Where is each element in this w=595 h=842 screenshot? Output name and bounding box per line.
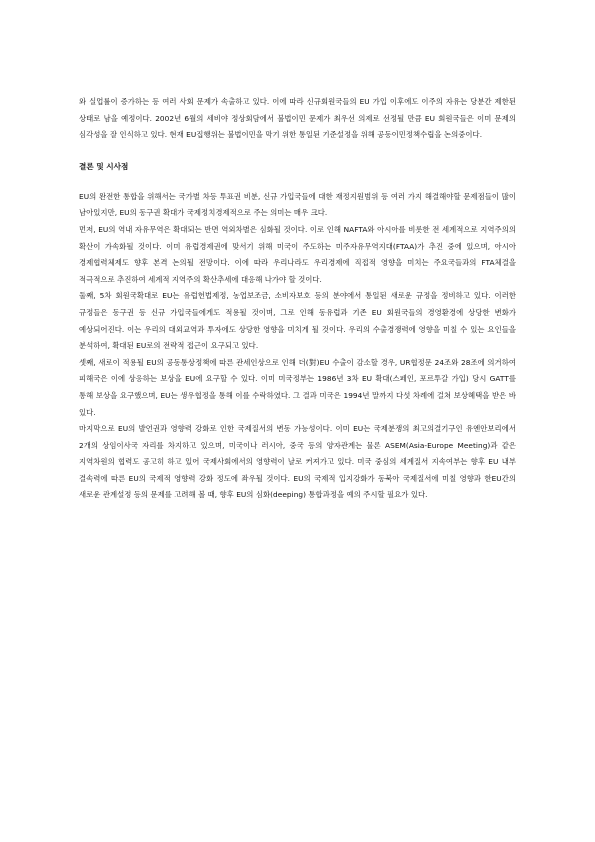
conclusion-section	[79, 189, 516, 504]
intro-paragraph: 와 실업률이 증가하는 등 여러 사회 문제가 속출하고 있다. 이에 따라 신규회원국들의 EU 가입 이후에도 이주의 자유는 당분간 제한된 상태로 남을 예정이다. 2002년 6월의 세비야 정상회담에서 불법이민 문제가 최우선 의제로 선정될 만큼 EU 회원국들은 이미 문제의 심각성을 잘 인식하고 있다. 현재 EU집행위는 불법이민을 막기 위한 통일된 기준설정을 위해 공동이민정책수립을 논의중이다.	[79, 97, 516, 140]
document-page	[79, 94, 516, 504]
paragraph-overview: EU의 완전한 통합을 위해서는 국가별 차등 투표권 비분, 신규 가입국들에 대한 재정지원범위 등 여러 가지 해결해야할 문제점들이 많이 남아있지만, EU의 동구권 확대가 국제정치경제적으로 주는 의미는 매우 크다.	[79, 191, 516, 218]
paragraph-second: 둘째, 5차 회원국확대로 EU는 유럽헌법제정, 농업보조금, 소비자보호 등의 분야에서 통일된 새로운 규정을 정비하고 있다. 이러한 규정들은 동구권 등 신규 가입국들에게도 적용될 것이며, 그로 인해 동유럽과 기존 EU 회원국들의 경영환경에 상당한 변화가 예상되어진다. 이는 우리의 대외교역과 투자에도 상당한 영향을 미치게 될 것이다. 우리의 수출경쟁력에 영향을 미칠 수 있는 요인들을 분석하여, 확대된 EU로의 전략적 접근이 요구되고 있다.	[79, 291, 516, 351]
section-heading: 결론 및 시사점	[79, 161, 129, 171]
paragraph-third: 셋째, 새로이 적용될 EU의 공동통상정책에 따른 관세인상으로 인해 더(對)EU 수출이 감소할 경우, UR협정문 24조와 28조에 의거하여 피해국은 이에 상응하는 보상을 EU에 요구할 수 있다. 이미 미국정부는 1986년 3차 EU 확대(스페인, 포르투갈 가입) 당시 GATT를 통해 보상을 요구했으며, EU는 생우협정을 통해 이를 수락하였다. 그 결과 미국은 1994년 말까지 다섯 차례에 걸쳐 보상혜택을 받은 바 있다.	[79, 357, 516, 417]
paragraph-first: 먼저, EU의 역내 자유무역은 확대되는 반면 역외차별은 심화될 것이다. 이로 인해 NAFTA와 아시아를 비롯한 전 세계적으로 지역주의의 확산이 가속화될 것이다. 이미 유럽경제권에 맞서기 위해 미국이 주도하는 미주자유무역지대(FTAA)가 추진 중에 있으며, 아시아 경제협력체제도 향후 본격 논의될 전망이다. 이에 따라 우리나라도 우리경제에 직접적 영향을 미치는 주요국들과의 FTA체결을 적극적으로 추진하여 세계적 지역주의 확산추세에 대응해 나가야 할 것이다.	[79, 224, 516, 284]
paragraph-last: 마지막으로 EU의 발언권과 영향력 강화로 인한 국제질서의 변동 가능성이다. 이미 EU는 국제분쟁의 최고의결기구인 유엔안보리에서 2개의 상임이사국 자리를 차지하고 있으며, 미국이나 러시아, 중국 등의 양자관계는 물론 ASEM(Asia-Europe Meeting)과 같은 지역차원의 협력도 공고히 하고 있어 국제사회에서의 영향력이 날로 커져가고 있다. 미국 중심의 세계질서 지속여부는 향후 EU 내부 결속력에 따른 EU의 국제적 영향력 강화 정도에 좌우될 것이다. EU의 국제적 입지강화가 동북아 국제질서에 미칠 영향과 한EU간의 새로운 관계설정 등의 문제를 고려해 볼 때, 향후 EU의 심화(deeping) 통합과정을 예의 주시할 필요가 있다.	[79, 424, 516, 500]
